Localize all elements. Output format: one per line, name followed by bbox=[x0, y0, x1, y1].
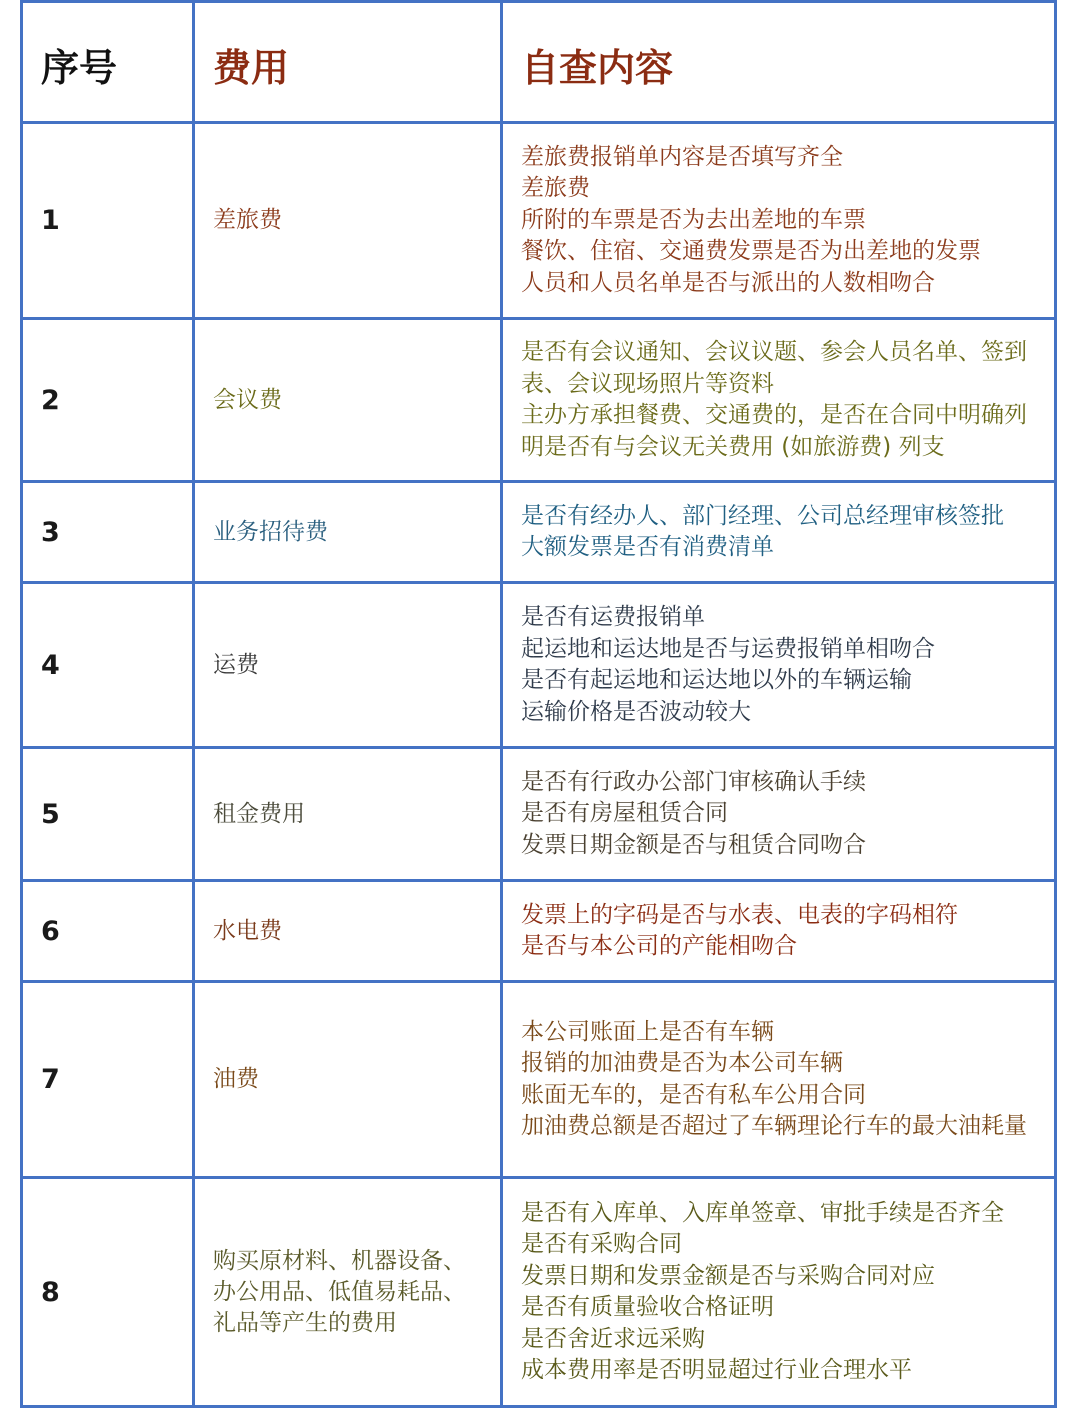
expense-name: 水电费 bbox=[194, 881, 502, 982]
self-check-content bbox=[502, 319, 1056, 482]
self-check-content bbox=[502, 748, 1056, 881]
check-item: 是否有经办人、部门经理、公司总经理审核签批 bbox=[521, 502, 1004, 529]
table-row bbox=[22, 982, 1056, 1178]
self-check-content bbox=[502, 123, 1056, 319]
self-check-content bbox=[502, 1178, 1056, 1407]
expense-name: 油费 bbox=[194, 982, 502, 1178]
check-item: 主办方承担餐费、交通费的，是否在合同中明确列明是否有与会议无关费用 (如旅游费) 列支 bbox=[521, 402, 1027, 460]
table-row bbox=[22, 583, 1056, 748]
table-header-row bbox=[22, 2, 1056, 123]
check-item: 是否与本公司的产能相吻合 bbox=[521, 933, 797, 959]
expense-name: 业务招待费 bbox=[194, 482, 502, 583]
check-item: 运输价格是否波动较大 bbox=[521, 698, 751, 725]
check-item: 是否有质量验收合格证明 bbox=[521, 1294, 774, 1320]
expense-name: 差旅费 bbox=[194, 123, 502, 319]
self-check-content bbox=[502, 482, 1056, 583]
check-item: 发票日期金额是否与租赁合同吻合 bbox=[521, 831, 866, 858]
check-item: 起运地和运达地是否与运费报销单相吻合 bbox=[521, 635, 935, 662]
check-item: 是否有入库单、入库单签章、审批手续是否齐全 bbox=[521, 1199, 1004, 1226]
check-item: 餐饮、住宿、交通费发票是否为出差地的发票 bbox=[521, 238, 981, 265]
table-row bbox=[22, 1178, 1056, 1407]
expense-name: 运费 bbox=[194, 583, 502, 748]
row-number: 5 bbox=[22, 748, 194, 881]
header-expense: 费用 bbox=[194, 2, 502, 123]
self-check-content bbox=[502, 982, 1056, 1178]
check-item: 是否有房屋租赁合同 bbox=[521, 800, 728, 827]
header-number: 序号 bbox=[22, 2, 194, 123]
check-item: 是否舍近求远采购 bbox=[521, 1325, 705, 1352]
header-self-check: 自查内容 bbox=[502, 2, 1056, 123]
check-item: 差旅费报销单内容是否填写齐全 bbox=[521, 143, 843, 170]
row-number: 2 bbox=[22, 319, 194, 482]
check-item: 是否有运费报销单 bbox=[521, 604, 705, 630]
check-item: 人员和人员名单是否与派出的人数相吻合 bbox=[521, 269, 935, 296]
table-row bbox=[22, 319, 1056, 482]
check-item: 大额发票是否有消费清单 bbox=[521, 534, 774, 560]
row-number: 1 bbox=[22, 123, 194, 319]
expense-self-check-table bbox=[20, 0, 1057, 1408]
row-number: 3 bbox=[22, 482, 194, 583]
check-item: 是否有采购合同 bbox=[521, 1231, 682, 1257]
check-item: 报销的加油费是否为本公司车辆 bbox=[521, 1050, 843, 1076]
check-item: 成本费用率是否明显超过行业合理水平 bbox=[521, 1357, 912, 1383]
check-item: 发票上的字码是否与水表、电表的字码相符 bbox=[521, 901, 958, 928]
table-row bbox=[22, 123, 1056, 319]
check-item: 账面无车的，是否有私车公用合同 bbox=[521, 1081, 866, 1108]
expense-name: 租金费用 bbox=[194, 748, 502, 881]
check-item: 加油费总额是否超过了车辆理论行车的最大油耗量 bbox=[521, 1113, 1027, 1139]
check-item: 差旅费 bbox=[521, 175, 590, 202]
row-number: 4 bbox=[22, 583, 194, 748]
check-item: 是否有行政办公部门审核确认手续 bbox=[521, 768, 866, 795]
row-number: 8 bbox=[22, 1178, 194, 1407]
self-check-content bbox=[502, 583, 1056, 748]
row-number: 6 bbox=[22, 881, 194, 982]
table-row bbox=[22, 748, 1056, 881]
self-check-content bbox=[502, 881, 1056, 982]
row-number: 7 bbox=[22, 982, 194, 1178]
expense-name: 会议费 bbox=[194, 319, 502, 482]
check-item: 是否有会议通知、会议议题、参会人员名单、签到表、会议现场照片等资料 bbox=[521, 339, 1027, 397]
check-item: 本公司账面上是否有车辆 bbox=[521, 1018, 774, 1045]
table-row bbox=[22, 482, 1056, 583]
table-row bbox=[22, 881, 1056, 982]
expense-name: 购买原材料、机器设备、办公用品、低值易耗品、礼品等产生的费用 bbox=[194, 1178, 502, 1407]
check-item: 是否有起运地和运达地以外的车辆运输 bbox=[521, 667, 912, 693]
check-item: 发票日期和发票金额是否与采购合同对应 bbox=[521, 1262, 935, 1289]
check-item: 所附的车票是否为去出差地的车票 bbox=[521, 206, 866, 233]
